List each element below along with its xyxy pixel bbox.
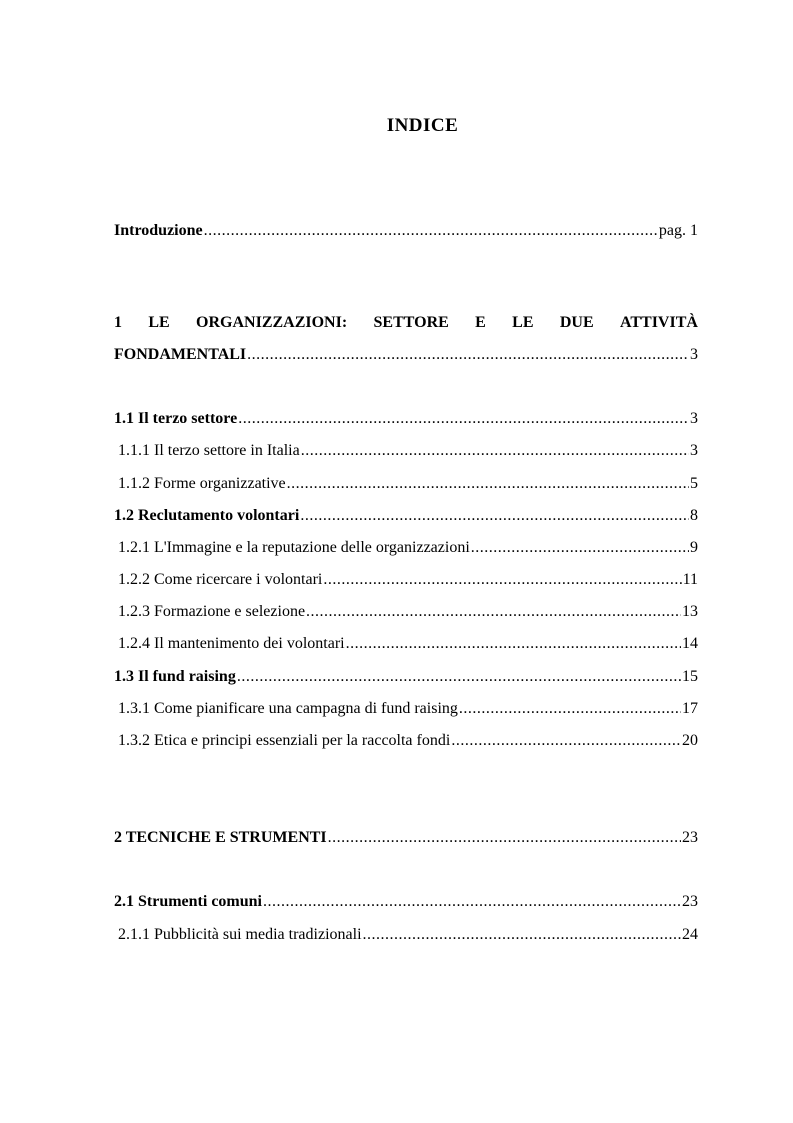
toc-entry-page: 17 bbox=[682, 700, 698, 717]
toc-entry-1-2-3 bbox=[118, 601, 698, 623]
toc-entry-introduction bbox=[114, 220, 698, 242]
toc-entry-page: 15 bbox=[682, 668, 698, 685]
toc-entry-label: 1.2 Reclutamento volontari bbox=[114, 507, 300, 524]
toc-entry-2-1-1 bbox=[118, 924, 698, 946]
toc-entry-1-3-1 bbox=[118, 698, 698, 720]
toc-entry-1-3-2 bbox=[118, 730, 698, 752]
heading-word: LE bbox=[148, 314, 170, 331]
toc-leader-dots bbox=[459, 698, 681, 720]
toc-title: INDICE bbox=[386, 115, 459, 136]
toc-leader-dots bbox=[237, 666, 681, 688]
toc-entry-page: 8 bbox=[690, 507, 698, 524]
toc-leader-dots bbox=[363, 924, 681, 946]
toc-entry-label: 1.1 Il terzo settore bbox=[114, 410, 238, 427]
toc-entry-page: 24 bbox=[682, 926, 698, 943]
heading-word: SETTORE bbox=[373, 314, 449, 331]
toc-leader-dots bbox=[204, 220, 658, 242]
toc-leader-dots bbox=[346, 633, 681, 655]
toc-entry-label: 1.2.1 L'Immagine e la reputazione delle organizzazioni bbox=[118, 539, 470, 556]
toc-entry-label: FONDAMENTALI bbox=[114, 346, 247, 363]
toc-entry-page: 3 bbox=[690, 410, 698, 427]
toc-entry-2-1 bbox=[114, 891, 698, 913]
toc-entry-1-2-2 bbox=[118, 569, 698, 591]
toc-entry-page: 3 bbox=[690, 346, 698, 363]
toc-leader-dots bbox=[238, 408, 689, 430]
toc-leader-dots bbox=[263, 891, 681, 913]
toc-entry-label: Introduzione bbox=[114, 222, 203, 239]
toc-entry-label: 1.2.2 Come ricercare i volontari bbox=[118, 571, 323, 588]
toc-chapter1-heading bbox=[114, 312, 698, 334]
toc-entry-1-2-4 bbox=[118, 633, 698, 655]
toc-entry-page: 3 bbox=[690, 442, 698, 459]
toc-leader-dots bbox=[300, 505, 689, 527]
toc-entry-label: 1.3.2 Etica e principi essenziali per la raccolta fondi bbox=[118, 732, 451, 749]
toc-chapter2-heading bbox=[114, 827, 698, 849]
toc-entry-1-2-1 bbox=[118, 537, 698, 559]
toc-entry-label: 1.2.3 Formazione e selezione bbox=[118, 603, 306, 620]
toc-entry-page: 9 bbox=[690, 539, 698, 556]
toc-chapter1-heading-line2 bbox=[114, 344, 698, 366]
toc-entry-label: 2.1 Strumenti comuni bbox=[114, 893, 262, 910]
toc-leader-dots bbox=[306, 601, 681, 623]
heading-word: LE bbox=[512, 314, 534, 331]
toc-leader-dots bbox=[451, 730, 681, 752]
toc-leader-dots bbox=[328, 827, 681, 849]
heading-word: ATTIVITÀ bbox=[619, 314, 698, 331]
toc-entry-1-3 bbox=[114, 666, 698, 688]
toc-entry-label: 1.3 Il fund raising bbox=[114, 668, 236, 685]
toc-entry-page: 5 bbox=[690, 475, 698, 492]
toc-entry-label: 2.1.1 Pubblicità sui media tradizionali bbox=[118, 926, 362, 943]
toc-leader-dots bbox=[471, 537, 689, 559]
toc-leader-dots bbox=[323, 569, 681, 591]
toc-entry-page: 13 bbox=[682, 603, 698, 620]
toc-entry-label: 1.1.1 Il terzo settore in Italia bbox=[118, 442, 300, 459]
toc-entry-label: 2 TECNICHE E STRUMENTI bbox=[114, 829, 327, 846]
toc-entry-page: pag. 1 bbox=[658, 222, 698, 239]
toc-leader-dots bbox=[247, 344, 689, 366]
toc-leader-dots bbox=[287, 473, 689, 495]
toc-entry-1-1-2 bbox=[118, 473, 698, 495]
heading-word: 1 bbox=[114, 314, 122, 331]
toc-entry-1-2 bbox=[114, 505, 698, 527]
toc-entry-page: 23 bbox=[682, 893, 698, 910]
heading-word: ORGANIZZAZIONI: bbox=[196, 314, 348, 331]
toc-entry-label: 1.1.2 Forme organizzative bbox=[118, 475, 286, 492]
toc-leader-dots bbox=[301, 440, 689, 462]
toc-entry-1-1 bbox=[114, 408, 698, 430]
heading-word: E bbox=[475, 314, 486, 331]
toc-entry-page: 20 bbox=[682, 732, 698, 749]
toc-entry-page: 14 bbox=[682, 635, 698, 652]
heading-word: DUE bbox=[559, 314, 594, 331]
toc-entry-1-1-1 bbox=[118, 440, 698, 462]
toc-entry-page: 11 bbox=[682, 571, 698, 588]
toc-entry-label: 1.3.1 Come pianificare una campagna di fund raising bbox=[118, 700, 458, 717]
toc-entry-label: 1.2.4 Il mantenimento dei volontari bbox=[118, 635, 345, 652]
toc-entry-page: 23 bbox=[682, 829, 698, 846]
